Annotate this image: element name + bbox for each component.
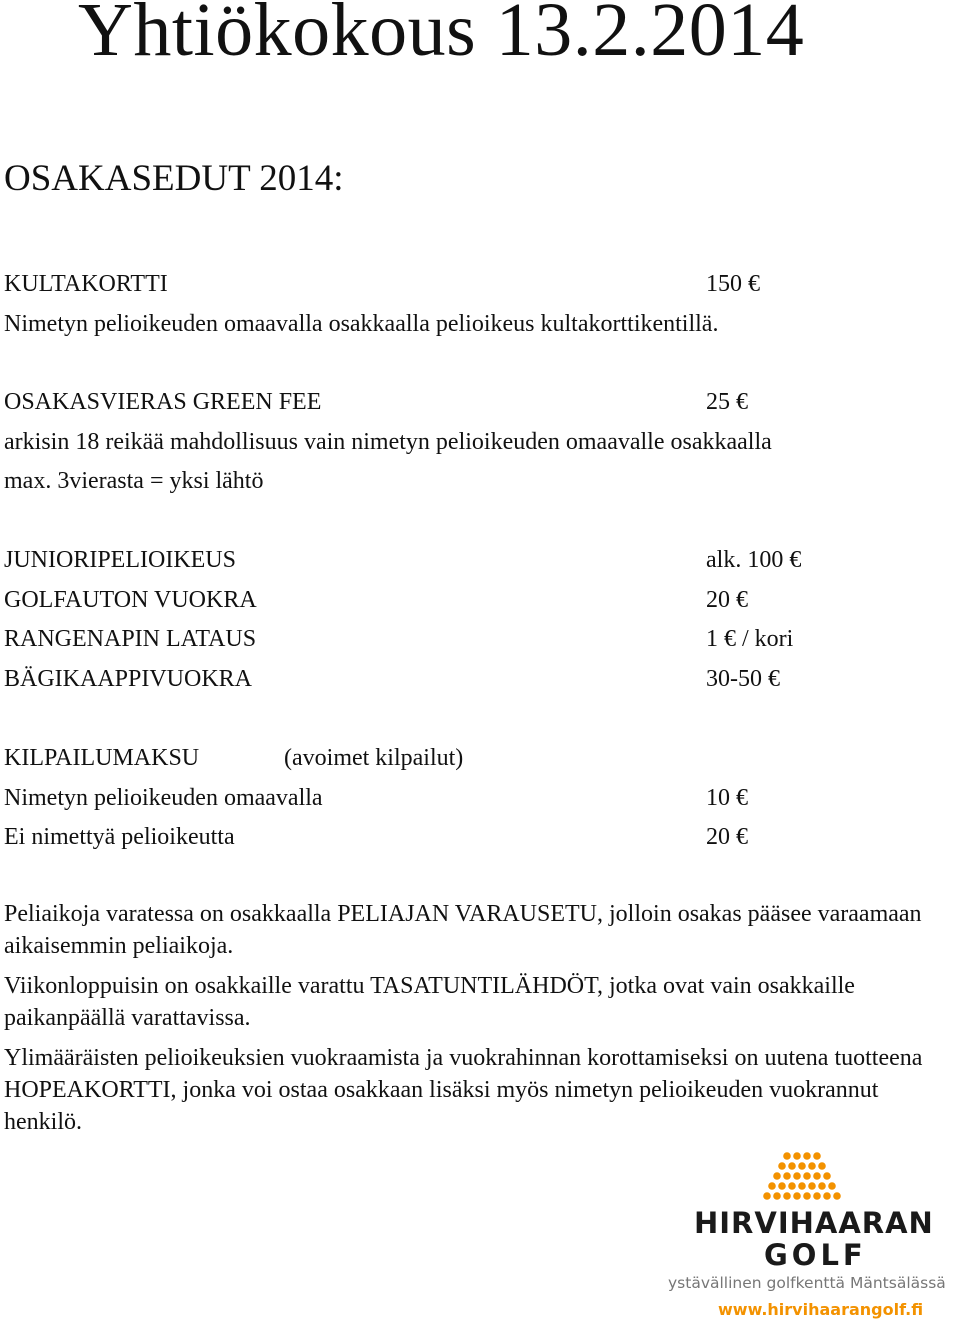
kilpailumaksu-row-label: Nimetyn pelioikeuden omaavalla [4,785,323,811]
kilpailumaksu-sub: (avoimet kilpailut) [284,745,464,771]
logo-dot [813,1152,821,1160]
logo-dot [808,1182,816,1190]
logo-dot [783,1192,791,1200]
paragraph: Ylimääräisten pelioikeuksien vuokraamista ja vuokrahinnan korottamiseksi on uutena tuotteena HOPEAKORTTI, jonka voi ostaa osakkaan lisäksi myös nimetyn pelioikeuden vuokrannut henkilö. [4,1045,923,1135]
logo-dot [793,1192,801,1200]
logo-dot [803,1172,811,1180]
kilpailumaksu-row-price: 10 € [706,785,748,811]
green-fee-note: arkisin 18 reikää mahdollisuus vain nimetyn pelioikeuden omaavalle osakkaalla [4,429,772,455]
logo-dot [773,1192,781,1200]
kultakortti-price: 150 € [706,271,760,297]
price-item-value: 30-50 € [706,666,780,692]
logo-dot [823,1192,831,1200]
price-item-label: RANGENAPIN LATAUS [4,626,257,652]
logo-dot [823,1172,831,1180]
logo-dot [793,1172,801,1180]
logo-dot [768,1182,776,1190]
logo-tagline: ystävällinen golfkenttä Mäntsälässä [668,1274,946,1292]
price-item-label: JUNIORIPELIOIKEUS [4,547,236,573]
logo-dot [798,1182,806,1190]
logo-name-line1: HIRVIHAARAN [694,1206,934,1240]
kultakortti-note: Nimetyn pelioikeuden omaavalla osakkaalla pelioikeus kultakorttikentillä. [4,311,719,337]
price-item-value: alk. 100 € [706,547,802,573]
kilpailumaksu-label: KILPAILUMAKSU [4,745,200,771]
logo-dot [778,1182,786,1190]
logo-dot [788,1162,796,1170]
price-item-value: 1 € / kori [706,626,794,652]
logo-url: www.hirvihaarangolf.fi [718,1300,924,1319]
logo-dot [803,1192,811,1200]
price-item-label: BÄGIKAAPPIVUOKRA [4,666,253,692]
section-heading: OSAKASEDUT 2014: [4,158,344,199]
green-fee-label: OSAKASVIERAS GREEN FEE [4,389,322,415]
price-item-value: 20 € [706,587,748,613]
hirvihaaran-golf-logo [660,1150,950,1324]
logo-dot [808,1162,816,1170]
logo-dot [778,1162,786,1170]
logo-dot [818,1182,826,1190]
logo-dot [773,1172,781,1180]
paragraph: Viikonloppuisin on osakkaille varattu TASATUNTILÄHDÖT, jotka ovat vain osakkaille paikanpäällä varattavissa. [4,973,855,1031]
logo-dot [783,1152,791,1160]
page-title: Yhtiökokous 13.2.2014 [78,0,805,72]
kultakortti-label: KULTAKORTTI [4,271,168,297]
price-item-label: GOLFAUTON VUOKRA [4,587,257,613]
kilpailumaksu-row-price: 20 € [706,824,748,850]
logo-dot [813,1192,821,1200]
logo-dot [793,1152,801,1160]
logo-dot [798,1162,806,1170]
logo-dot [803,1152,811,1160]
logo-dot [788,1182,796,1190]
logo-dot [818,1162,826,1170]
logo-dot [783,1172,791,1180]
green-fee-note: max. 3vierasta = yksi lähtö [4,468,264,494]
kilpailumaksu-row-label: Ei nimettyä pelioikeutta [4,824,235,850]
logo-dot [813,1172,821,1180]
dots-icon [660,1150,950,1210]
logo-dot [833,1192,841,1200]
logo-dot [763,1192,771,1200]
paragraph: Peliaikoja varatessa on osakkaalla PELIAJAN VARAUSETU, jolloin osakas pääsee varaamaan aikaisemmin peliaikoja. [4,901,922,959]
logo-dot [828,1182,836,1190]
green-fee-price: 25 € [706,389,748,415]
logo-name-line2: GOLF [764,1238,867,1272]
